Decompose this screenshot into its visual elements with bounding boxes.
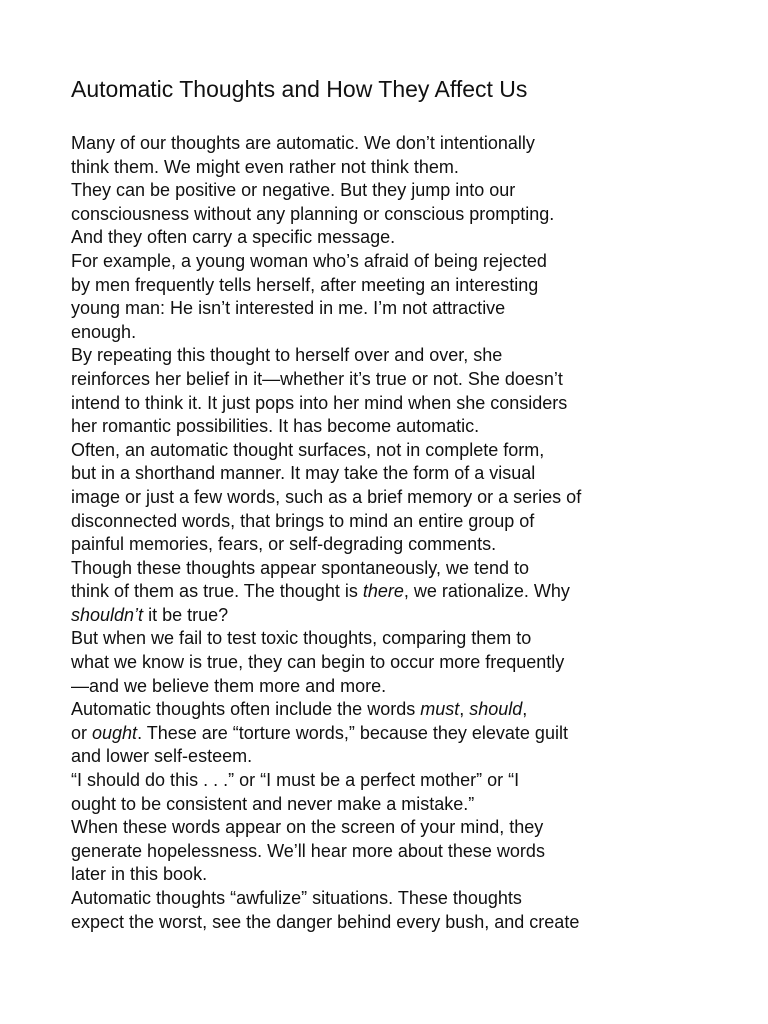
text-line: by men frequently tells herself, after meeting an interesting	[71, 274, 539, 295]
text-line	[71, 698, 731, 722]
text-line: Often, an automatic thought surfaces, not in complete form,	[71, 439, 545, 460]
emphasis-text: ought	[92, 722, 138, 743]
text-line: and lower self-esteem.	[71, 746, 253, 767]
emphasis-text: shouldn’t	[71, 604, 144, 625]
text-line	[71, 722, 731, 746]
text-segment: ,	[522, 699, 528, 720]
document-body	[71, 132, 731, 934]
text-segment: think of them as true. The thought is	[71, 581, 363, 602]
text-line: consciousness without any planning or conscious prompting.	[71, 203, 555, 224]
text-line: her romantic possibilities. It has become automatic.	[71, 416, 480, 437]
text-line: When these words appear on the screen of your mind, they	[71, 817, 544, 838]
text-segment: ,	[459, 699, 470, 720]
emphasis-text: should	[469, 699, 523, 720]
text-line: disconnected words, that brings to mind an entire group of	[71, 510, 535, 531]
text-line: generate hopelessness. We’ll hear more about these words	[71, 840, 545, 861]
text-line: young man: He isn’t interested in me. I’m not attractive	[71, 298, 506, 319]
text-line: image or just a few words, such as a brief memory or a series of	[71, 486, 582, 507]
text-segment: it be true?	[143, 604, 229, 625]
text-segment: Automatic thoughts often include the words	[71, 699, 421, 720]
text-line: And they often carry a specific message.	[71, 227, 396, 248]
text-line: later in this book.	[71, 864, 208, 885]
text-segment: . These are “torture words,” because they elevate guilt	[137, 722, 568, 743]
text-line: but in a shorthand manner. It may take the form of a visual	[71, 463, 536, 484]
text-line: “I should do this . . .” or “I must be a perfect mother” or “I	[71, 770, 520, 791]
text-line: Many of our thoughts are automatic. We don’t intentionally	[71, 133, 535, 153]
document-title: Automatic Thoughts and How They Affect Us	[71, 76, 528, 102]
text-line: They can be positive or negative. But they jump into our	[71, 180, 516, 201]
text-line: —and we believe them more and more.	[71, 675, 387, 696]
text-line: what we know is true, they can begin to occur more frequently	[71, 652, 565, 673]
text-line: intend to think it. It just pops into her mind when she considers	[71, 392, 568, 413]
text-line: painful memories, fears, or self-degrading comments.	[71, 534, 497, 555]
text-line: By repeating this thought to herself over and over, she	[71, 345, 503, 366]
text-line: But when we fail to test toxic thoughts, comparing them to	[71, 628, 532, 649]
text-line: Though these thoughts appear spontaneously, we tend to	[71, 557, 529, 578]
text-line	[71, 604, 731, 628]
text-segment: , we rationalize. Why	[403, 581, 570, 602]
emphasis-text: there	[362, 581, 404, 602]
text-line	[71, 580, 731, 604]
emphasis-text: must	[420, 699, 460, 720]
text-line: think them. We might even rather not think them.	[71, 156, 459, 177]
text-line: reinforces her belief in it—whether it’s true or not. She doesn’t	[71, 368, 563, 389]
text-line: expect the worst, see the danger behind every bush, and create	[71, 911, 580, 932]
text-line: enough.	[71, 321, 137, 342]
text-line: Automatic thoughts “awfulize” situations. These thoughts	[71, 888, 522, 908]
text-segment: or	[71, 722, 93, 743]
text-line: For example, a young woman who’s afraid of being rejected	[71, 250, 547, 271]
text-line: ought to be consistent and never make a mistake.”	[71, 793, 475, 814]
